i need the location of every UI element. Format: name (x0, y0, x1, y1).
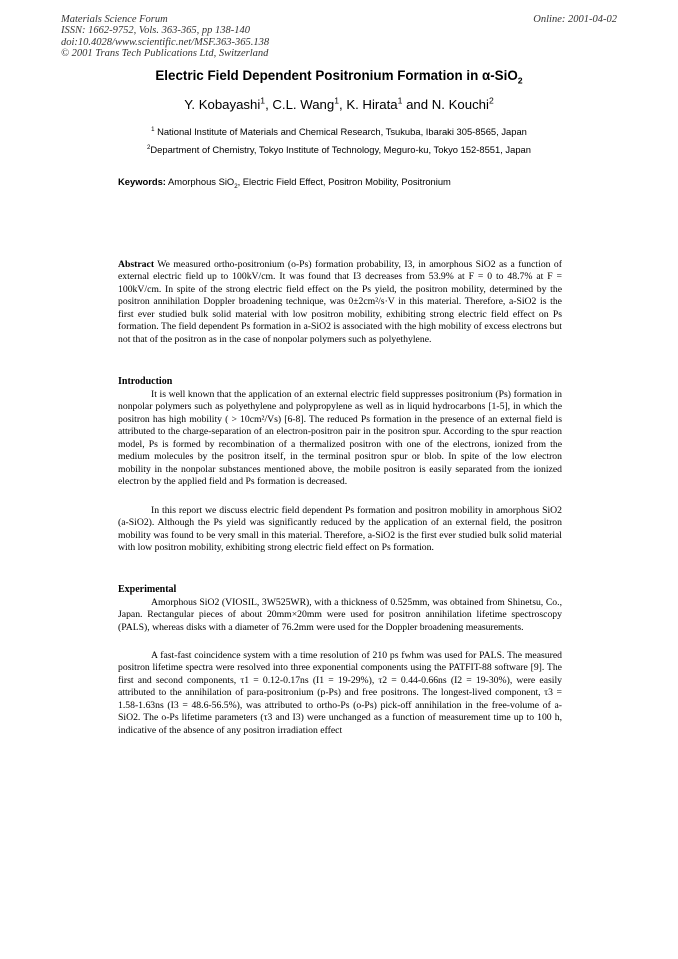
introduction-paragraph (118, 389, 562, 489)
journal-header (61, 14, 269, 59)
keywords-text: Amorphous SiO (165, 176, 235, 187)
journal-name: Materials Science Forum (61, 14, 168, 25)
affiliation-mark: 1 (151, 125, 155, 133)
abstract-label: Abstract (118, 259, 155, 270)
title-subscript: 2 (517, 75, 523, 86)
paragraph-text: In this report we discuss electric field dependent Ps formation and positron mobility in amorphous SiO2 (a-SiO2). Although the Ps yield was significantly reduced by the application of an external field, the positron mobility was found to be very small in this material. Therefore, a-SiO2 is the first ever studied bulk solid material with low positron mobility, exhibiting strong electric field effect on Ps formation. (118, 505, 562, 554)
keywords (118, 176, 588, 188)
keywords-subscript: 2 (234, 182, 238, 190)
affiliation-1 (0, 126, 678, 138)
author-name: N. Kouchi (431, 97, 489, 112)
title-text: Electric Field Dependent Positronium Formation in α-SiO (155, 68, 518, 83)
keywords-text-rest: , Electric Field Effect, Positron Mobility, Positronium (237, 176, 451, 187)
paragraph-text: A fast-fast coincidence system with a time resolution of 210 ps fwhm was used for PALS. The measured positron lifetime spectra were resolved into three exponential components using the PATFIT-88 software [9]. The first and second components, τ1 = 0.12-0.17ns (I1 = 19-29%), τ2 = 0.44-0.66ns (I2 = 19-30%), were easily attributed to the annihilation of para-positronium (p-Ps) and free positrons. The longest-lived component, τ3 = 1.58-1.63ns (I3 = 48.6-56.5%), was attributed to ortho-Ps (o-Ps) pick-off annihilation in the free-volume of a-SiO2. The o-Ps lifetime parameters (τ3 and I3) were unchanged as a function of measurement time up to 100 h, indicative of the absence of any positron irradiation effect (118, 650, 562, 736)
experimental-heading: Experimental (118, 584, 177, 595)
author-list (0, 97, 678, 113)
issn-line: ISSN: 1662-9752, Vols. 363-365, pp 138-140 (61, 25, 250, 37)
author-affiliation-mark: 1 (334, 95, 339, 106)
author-name: C.L. Wang (272, 97, 335, 112)
abstract-text: We measured ortho-positronium (o-Ps) formation probability, I3, in amorphous SiO2 as a function of external electric field up to 100kV/cm. It was found that I3 decreases from 53.9% at F = 0 to 48.7% at F = 100kV/cm. In spite of the strong electric field effect on the Ps yield, the positron mobility, determined by the positron annihilation Doppler broadening technique, was 0±2cm²/s·V in this material. Therefore, a-SiO2 is the first ever studied bulk solid material with low positron mobility, exhibiting strong electric field effect on Ps formation. The field dependent Ps formation in a-SiO2 is associated with the high mobility of excess electrons but not that of the positron as in the case of nonpolar polymers such as polyethylene. (118, 259, 562, 345)
doi-line[interactable]: doi:10.4028/www.scientific.net/MSF.363-365.138 (61, 36, 270, 48)
author-name: K. Hirata (346, 97, 398, 112)
abstract (118, 259, 562, 346)
online-date: Online: 2001-04-02 (533, 14, 617, 25)
affiliation-mark: 2 (147, 143, 151, 151)
author-affiliation-mark: 2 (488, 95, 494, 106)
experimental-paragraph (118, 650, 562, 737)
author-affiliation-mark: 1 (397, 95, 403, 106)
author-name: Y. Kobayashi (184, 97, 261, 112)
paper-title (0, 68, 678, 84)
keywords-label: Keywords: (118, 176, 166, 187)
author-separator: , (265, 97, 273, 112)
affiliation-text: Department of Chemistry, Tokyo Institute of Technology, Meguro-ku, Tokyo 152-8551, Japan (150, 144, 531, 155)
author-conjunction: and (402, 97, 432, 112)
author-affiliation-mark: 1 (260, 95, 266, 106)
experimental-paragraph (118, 597, 562, 634)
affiliation-2 (0, 144, 678, 156)
author-separator: , (338, 97, 347, 112)
copyright-line: © 2001 Trans Tech Publications Ltd, Switzerland (61, 47, 269, 59)
introduction-heading: Introduction (118, 376, 173, 387)
paragraph-text: Amorphous SiO2 (VIOSIL, 3W525WR), with a thickness of 0.525mm, was obtained from Shinetsu, Co., Japan. Rectangular pieces of about 20mm×20mm were used for positron annihilation lifetime spectroscopy (PALS), whereas disks with a diameter of 76.2mm were used for the Doppler broadening measurements. (118, 597, 562, 633)
affiliation-text: National Institute of Materials and Chemical Research, Tsukuba, Ibaraki 305-8565, Japan (154, 126, 527, 137)
paragraph-text: It is well known that the application of an external electric field suppresses positronium (Ps) formation in nonpolar polymers such as polyethylene and polypropylene as well as in liquid hydrocarbons [1-5], in which the positron has high mobility ( > 10cm²/Vs) [6-8]. The reduced Ps formation in the presence of an external field is attributed to the charge-separation of an electron-positron pair in the positron spur. According to the spur reaction model, Ps is formed by recombination of a thermalized positron with one of the electrons, ionized from the medium molecules by the positron itself, in the terminal positron spur or blob. In spite of the low electron mobility in the nonpolar substances mentioned above, the mobile positron is easily separated from the ionized electron by the applied field and Ps formation is decreased. (118, 389, 562, 488)
introduction-paragraph (118, 505, 562, 555)
